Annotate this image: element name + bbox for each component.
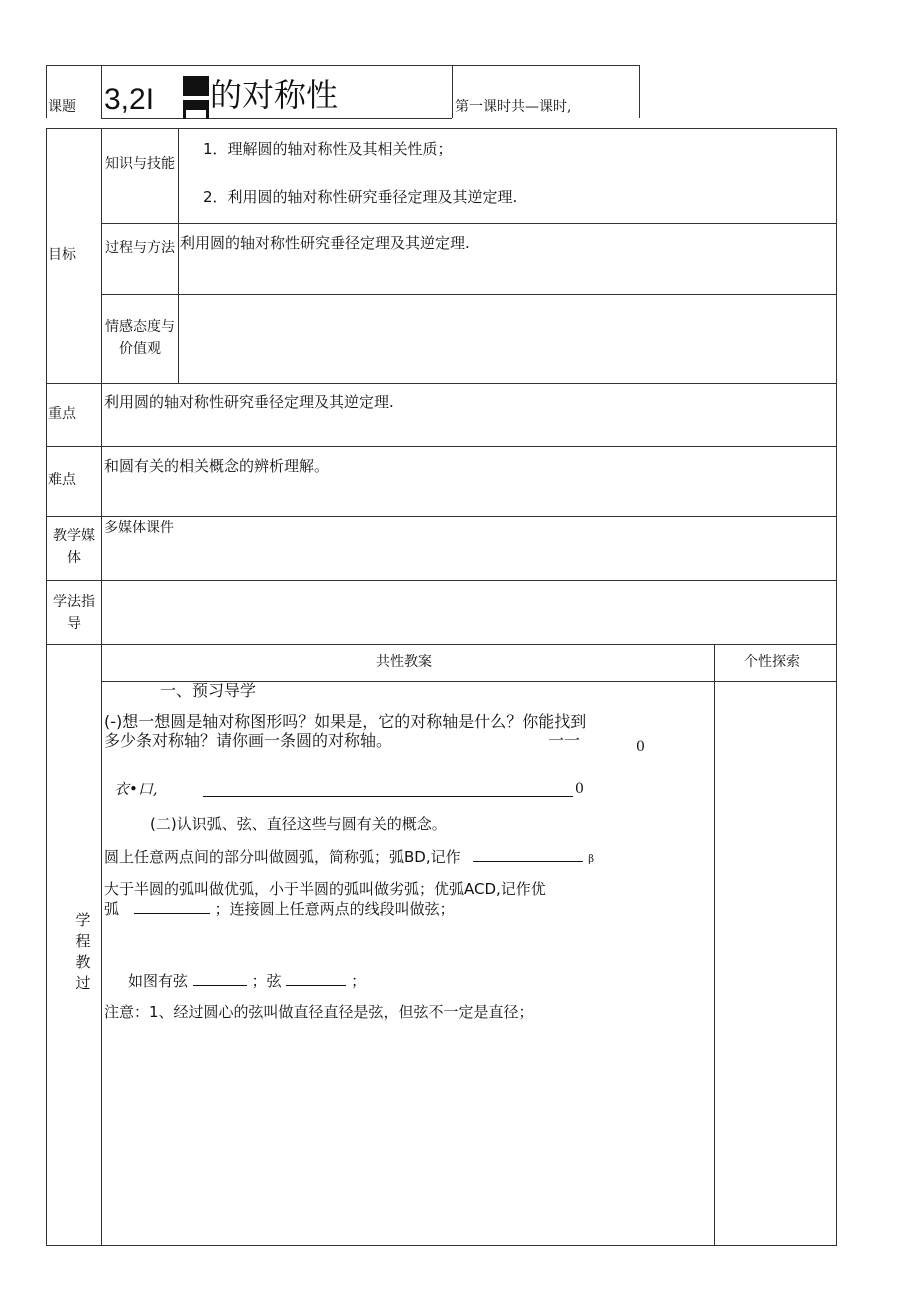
emotion-label: 情感态度与价值观 bbox=[105, 319, 175, 357]
major-arc-line2 bbox=[104, 899, 455, 918]
knowledge-item-1: 1．理解圆的轴对称性及其相关性质； bbox=[203, 140, 453, 158]
answer-blank[interactable] bbox=[203, 796, 573, 797]
chord-mid: ；弦 bbox=[251, 972, 282, 990]
key-point-label: 重点 bbox=[48, 406, 76, 422]
period-info: 第一课时共—课时, bbox=[455, 99, 572, 115]
major-arc-blank[interactable] bbox=[134, 899, 210, 914]
knowledge-label: 知识与技能 bbox=[105, 156, 175, 172]
chord-line bbox=[128, 971, 366, 990]
media-text: 多媒体课件 bbox=[104, 520, 174, 536]
knowledge-item-2: 2．利用圆的轴对称性研究垂径定理及其逆定理. bbox=[203, 188, 518, 206]
chord-prefix: 如图有弦 bbox=[128, 972, 189, 990]
chord-blank-2[interactable] bbox=[286, 971, 346, 986]
chord-blank-1[interactable] bbox=[193, 971, 247, 986]
process-method-label: 过程与方法 bbox=[105, 240, 175, 256]
difficulty-text: 和圆有关的相关概念的辨析理解。 bbox=[104, 457, 330, 475]
chord-end: ； bbox=[351, 972, 367, 990]
process-method-text: 利用圆的轴对称性研究垂径定理及其逆定理. bbox=[180, 234, 470, 252]
major-arc-suffix: ；连接圆上任意两点的线段叫做弦； bbox=[214, 900, 455, 918]
section-title: 一、预习导学 bbox=[160, 681, 257, 700]
media-label: 教学媒体 bbox=[53, 528, 95, 566]
key-point-text: 利用圆的轴对称性研究垂径定理及其逆定理. bbox=[104, 393, 394, 411]
question1-line2: 多少条对称轴？请你画一条圆的对称轴。 bbox=[104, 731, 393, 750]
arc-line bbox=[104, 847, 594, 866]
arc-suffix: β bbox=[588, 854, 594, 865]
title-text: 的对称性 bbox=[210, 76, 339, 114]
arc-blank[interactable] bbox=[473, 847, 583, 862]
question1-end-mark: 0 bbox=[636, 739, 645, 755]
answer-end-mark: 0 bbox=[575, 781, 584, 797]
question1-line1: (-)想一想圆是轴对称图形吗？如果是，它的对称轴是什么？你能找到 bbox=[104, 712, 587, 731]
question1-dash: 一一 bbox=[548, 731, 581, 750]
header-label: 课题 bbox=[48, 99, 76, 115]
difficulty-label: 难点 bbox=[48, 472, 76, 488]
question2-title: (二)认识弧、弦、直径这些与圆有关的概念。 bbox=[150, 815, 447, 833]
column-personal: 个性探索 bbox=[744, 654, 800, 670]
note-text: 注意：1、经过圆心的弦叫做直径直径是弦，但弦不一定是直径； bbox=[104, 1003, 534, 1021]
major-arc-prefix: 弧 bbox=[104, 900, 120, 918]
arc-text: 圆上任意两点间的部分叫做圆弧，简称弧；弧BD,记作 bbox=[104, 848, 461, 866]
answer-prefix: 衣•口, bbox=[114, 780, 158, 798]
goals-label: 目标 bbox=[48, 247, 76, 263]
major-arc-line1: 大于半圆的弧叫做优弧，小于半圆的弧叫做劣弧；优弧ACD,记作优 bbox=[104, 880, 546, 898]
column-common: 共性教案 bbox=[376, 654, 432, 670]
process-label: 学程教过 bbox=[75, 911, 91, 992]
title-number: 3,2I bbox=[104, 83, 155, 116]
method-label: 学法指导 bbox=[53, 594, 95, 632]
